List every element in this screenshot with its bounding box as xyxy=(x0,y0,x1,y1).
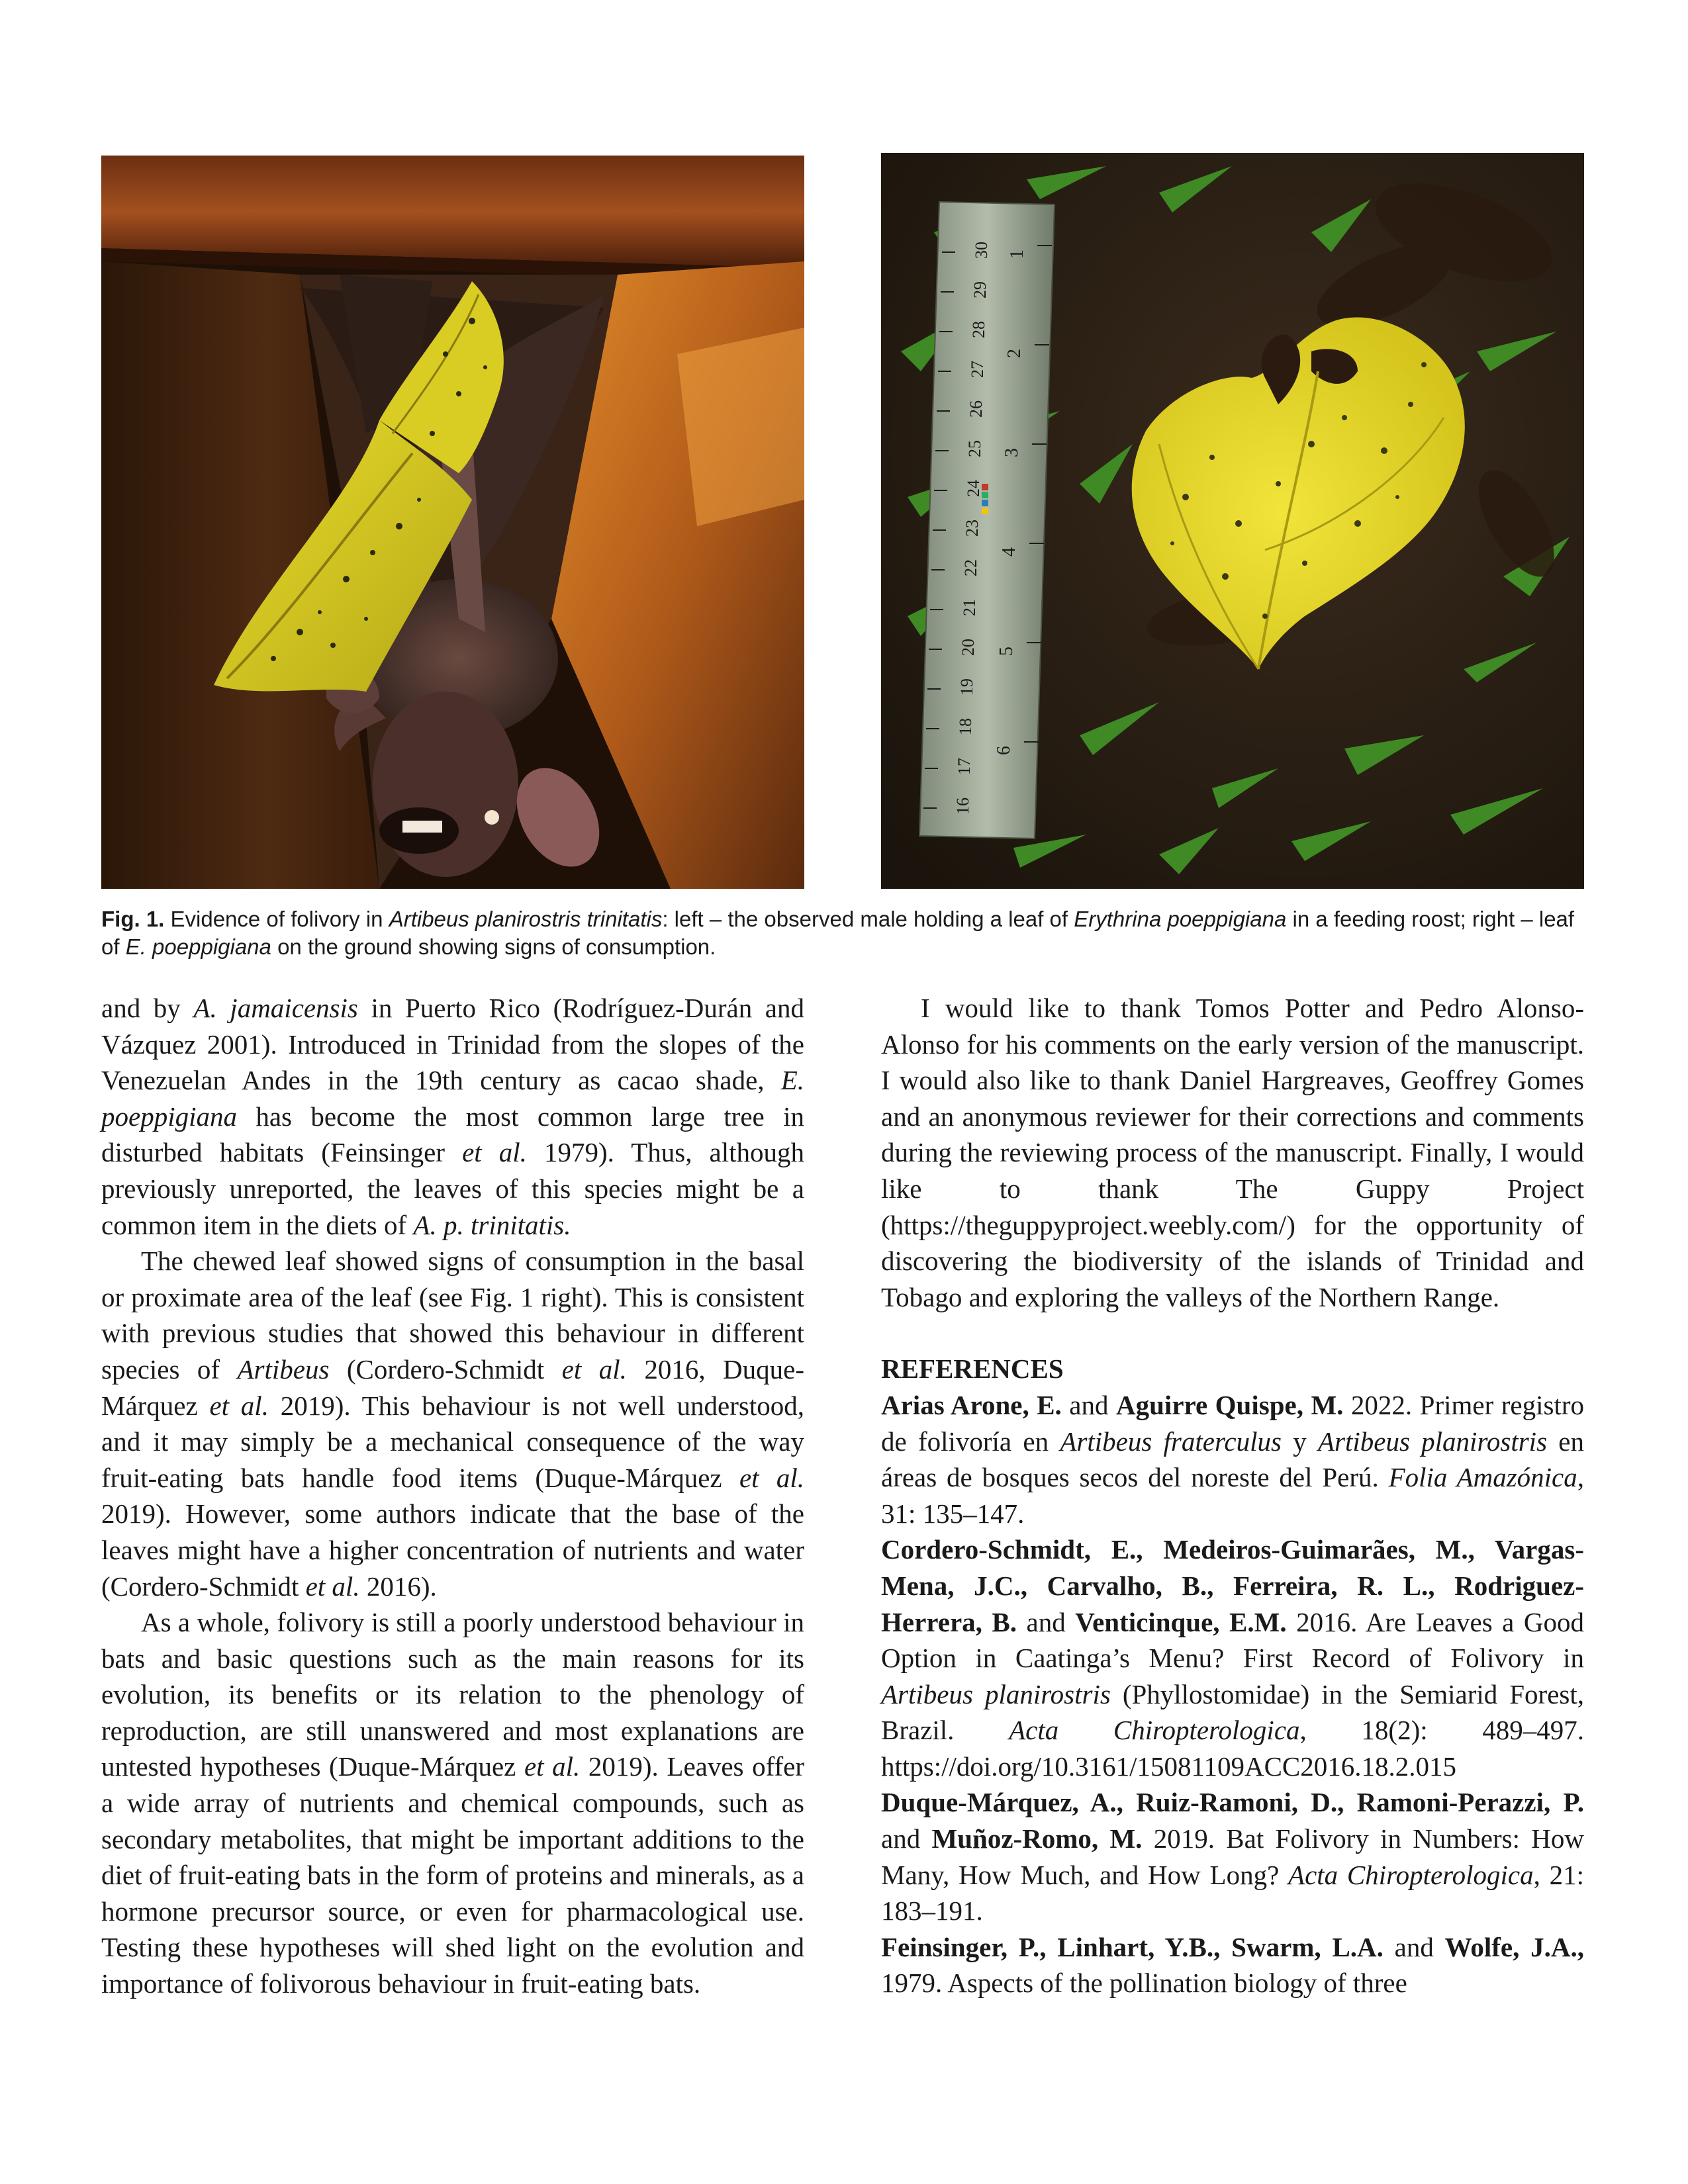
ruler-cm-label: 30 xyxy=(972,242,991,259)
references-heading: REFERENCES xyxy=(881,1353,1064,1385)
ruler-cm-label: 20 xyxy=(959,639,978,656)
caption-species: Artibeus planirostris trinitatis xyxy=(389,907,663,931)
bat-roost-photo xyxy=(101,156,804,889)
ruler-cm-label: 23 xyxy=(962,520,982,537)
ruler-in-label: 2 xyxy=(1004,349,1025,358)
caption-text: : left – the observed male holding a leaf of xyxy=(662,907,1074,931)
caption-text: in a feeding roost; right – leaf of xyxy=(101,907,1575,959)
reference-entry: Feinsinger, P., Linhart, Y.B., Swarm, L.A. and Wolfe, J.A., 1979. Aspects of the pollination biology of three xyxy=(881,1931,1584,1999)
ruler-cm-label: 19 xyxy=(957,678,976,696)
ruler-cm-label: 24 xyxy=(964,480,983,497)
caption-text: Evidence of folivory in xyxy=(164,907,389,931)
ruler-in-label: 6 xyxy=(994,746,1014,755)
ruler-in-label: 1 xyxy=(1007,250,1027,259)
ruler-cm-label: 17 xyxy=(955,758,974,775)
figure-caption xyxy=(101,905,1584,961)
ruler-cm-label: 22 xyxy=(961,559,980,576)
ruler-cm-label: 26 xyxy=(966,400,986,418)
reference-entry: Arias Arone, E. and Aguirre Quispe, M. 2022. Primer registro de folivoría en Artibeus fraterculus y Artibeus planirostris en áreas de bosques secos del noreste del Perú. Folia Amazónica, 31: 135–147. xyxy=(881,1389,1584,1529)
acknowledgements-paragraph: I would like to thank Tomos Potter and Pedro Alonso-Alonso for his comments on the early version of the manuscript. I would also like to thank Daniel Hargreaves, Geoffrey Gomes and an anonymous reviewer for their corrections and comments during the reviewing process of the manuscript. Finally, I would like to thank The Guppy Project (https://theguppyproject.weebly.com/) for the opportunity of discovering the biodiversity of the islands of Trinidad and Tobago and exploring the valleys of the Northern Range. xyxy=(881,993,1584,1312)
body-paragraph: As a whole, folivory is still a poorly understood behaviour in bats and basic questions such as the main reasons for its evolution, its benefits or its relation to the phenology of reproduction, are still unanswered and most explanations are untested hypotheses (Duque-Márquez et al. 2019). Leaves offer a wide array of nutrients and chemical compounds, such as secondary metabolites, that might be important additions to the diet of fruit-eating bats in the form of proteins and minerals, as a hormone precursor source, or even for pharmacological use. Testing these hypotheses will shed light on the evolution and importance of folivorous behaviour in fruit-eating bats. xyxy=(101,1607,805,1999)
reference-entry: Duque-Márquez, A., Ruiz-Ramoni, D., Ramoni-Perazzi, P. and Muñoz-Romo, M. 2019. Bat Folivory in Numbers: How Many, How Much, and How Long? Acta Chiropterologica, 21: 183–191. xyxy=(881,1787,1584,1927)
reference-entry: Cordero-Schmidt, E., Medeiros-Guimarães, M., Vargas-Mena, J.C., Carvalho, B., Ferreira, R. L., Rodriguez-Herrera, B. and Venticinque, E.M. 2016. Are Leaves a Good Option in Caatinga’s Menu? First Record of Folivory in Artibeus planirostris (Phyllostomidae) in the Semiarid Forest, Brazil. Acta Chiropterologica, 18(2): 489–497. https://doi.org/10.3161/15081109ACC2016.18.2.015 xyxy=(881,1534,1585,1782)
ruler-cm-label: 18 xyxy=(956,718,975,735)
right-column xyxy=(881,990,1584,2001)
ruler-in-label: 4 xyxy=(999,547,1019,557)
ruler-in-label: 3 xyxy=(1002,448,1022,457)
ruler-cm-label: 16 xyxy=(953,797,972,815)
body-paragraph: and by A. jamaicensis in Puerto Rico (Rodríguez-Durán and Vázquez 2001). Introduced in Trinidad from the slopes of the Venezuelan Andes in the 19th century as cacao shade, E. poeppigiana has become the most common large tree in disturbed habitats (Feinsinger et al. 1979). Thus, although previously unreported, the leaves of this species might be a common item in the diets of A. p. trinitatis. xyxy=(101,993,805,1240)
ruler-cm-label: 25 xyxy=(965,440,984,457)
ruler-cm-label: 27 xyxy=(968,361,987,378)
ruler-cm-label: 28 xyxy=(969,321,988,338)
ruler-cm-label: 29 xyxy=(970,281,990,298)
body-paragraph: The chewed leaf showed signs of consumption in the basal or proximate area of the leaf (see Fig. 1 right). This is consistent with previous studies that showed this behaviour in different species of Artibeus (Cordero-Schmidt et al. 2016, Duque-Márquez et al. 2019). This behaviour is not well understood, and it may simply be a mechanical consequence of the way fruit-eating bats handle food items (Duque-Márquez et al. 2019). However, some authors indicate that the base of the leaves might have a higher concentration of nutrients and water (Cordero-Schmidt et al. 2016). xyxy=(101,1246,805,1602)
ruler-cm-label: 21 xyxy=(960,599,979,616)
leaf-ground-photo xyxy=(881,153,1584,889)
figure-label: Fig. 1. xyxy=(101,907,165,931)
left-column xyxy=(101,990,804,2002)
caption-leaf-species: Erythrina poeppigiana xyxy=(1074,907,1287,931)
caption-text: on the ground showing signs of consumption. xyxy=(271,934,716,959)
caption-leaf-species: E. poeppigiana xyxy=(125,934,271,959)
ruler-in-label: 5 xyxy=(996,647,1017,656)
